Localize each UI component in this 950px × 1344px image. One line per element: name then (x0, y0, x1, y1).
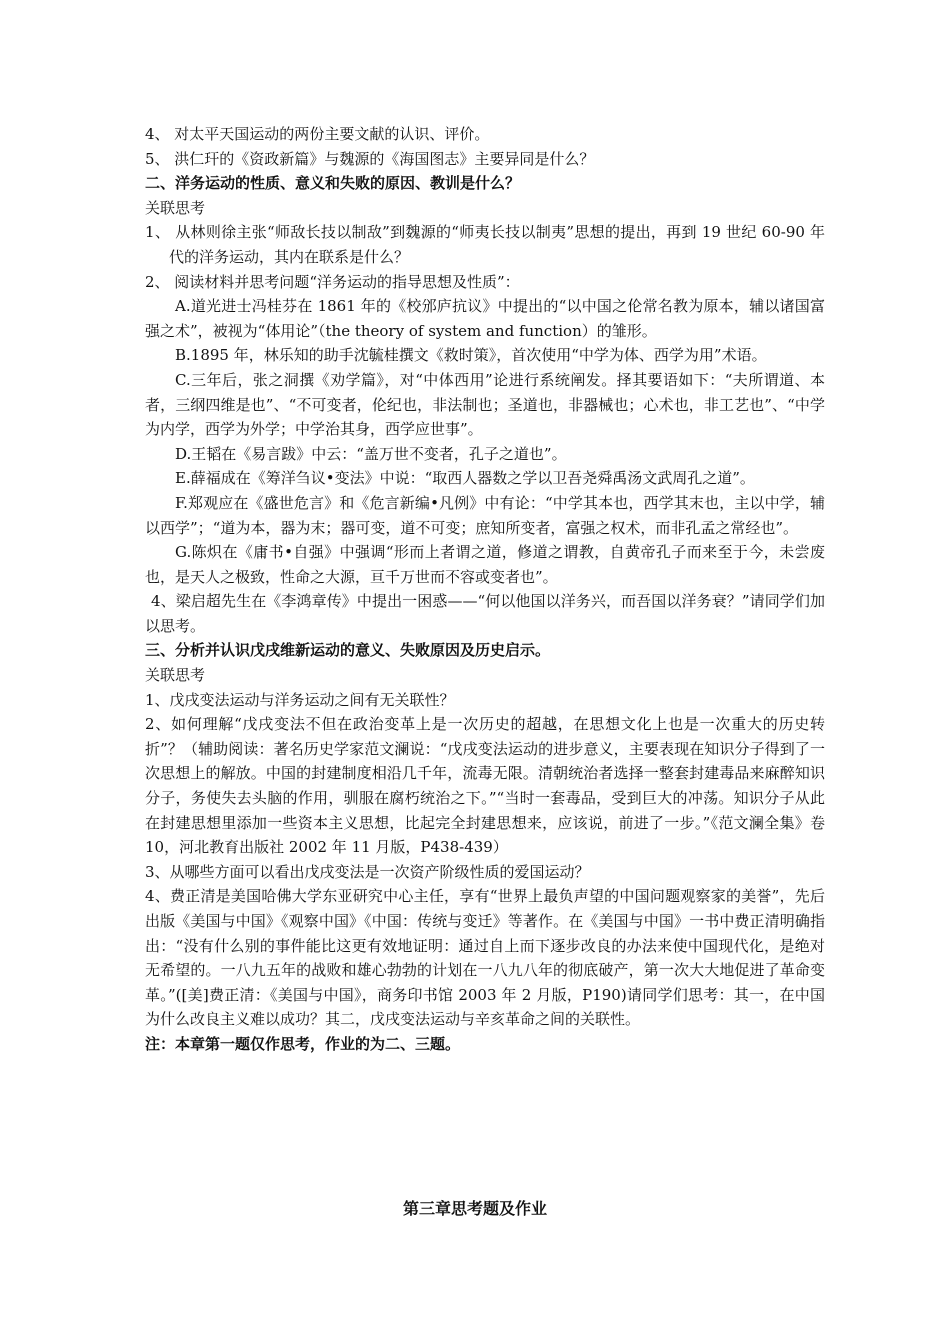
section-3-related-label: 关联思考 (145, 666, 206, 685)
section-2-heading: 二、洋务运动的性质、意义和失败的原因、教训是什么？ (145, 174, 521, 193)
section-2-related-label: 关联思考 (145, 198, 206, 217)
material-c: C.三年后，张之洞撰《劝学篇》，对“中体西用”论进行系统阐发。择其要语如下：“夫所谓道、本者，三纲四维是也”、“不可变者，伦纪也，非法制也；圣道也，非器械也；心术也，非工艺也”、“中学为内学，西学为外学；中学治其身，西学应世事”。 (145, 370, 825, 439)
section-2-question-1: 1、 从林则徐主张“师敌长技以制敌”到魏源的“师夷长技以制夷”思想的提出，再到 19 世纪 60-90 年代的洋务运动，其内在联系是什么？ (145, 223, 825, 266)
chapter-note: 注：本章第一题仅作思考，作业的为二、三题。 (145, 1034, 461, 1053)
section-3-question-3: 3、从哪些方面可以看出戊戌变法是一次资产阶级性质的爱国运动？ (145, 862, 590, 881)
section-3-heading: 三、分析并认识戊戌维新运动的意义、失败原因及历史启示。 (145, 641, 551, 660)
section-3-question-1: 1、戊戌变法运动与洋务运动之间有无关联性？ (145, 690, 455, 709)
section-3-question-4: 4、费正清是美国哈佛大学东亚研究中心主任，享有“世界上最负声望的中国问题观察家的美誉”，先后出版《美国与中国》《观察中国》《中国：传统与变迁》等著作。在《美国与中国》一书中费正清明确指出：“没有什么别的事件能比这更有效地证明：通过自上而下逐步改良的办法来使中国现代化，是绝对无希望的。一八九五年的战败和雄心勃勃的计划在一八九八年的彻底破产，第一次大大地促进了革命变革。”([美]费正清：《美国与中国》，商务印书馆 2003 年 2 月版，P190)请同学们思考：其一，在中国为什么改良主义难以成功？其二，戊戌变法运动与辛亥革命之间的关联性。 (145, 887, 825, 1029)
material-e: E.薛福成在《筹洋刍议•变法》中说：“取西人器数之学以卫吾尧舜禹汤文武周孔之道”。 (175, 469, 755, 488)
question-4: 4、 对太平天国运动的两份主要文献的认识、评价。 (145, 125, 490, 143)
material-a: A.道光进士冯桂芬在 1861 年的《校邠庐抗议》中提出的“以中国之伦常名教为原本，辅以诸国富强之术”，被视为“体用论”（the theory of system and function）的雏形。 (145, 297, 825, 340)
material-d: D.王韬在《易言跋》中云：“盖万世不变者，孔子之道也”。 (175, 444, 567, 463)
section-2-question-2: 2、 阅读材料并思考问题“洋务运动的指导思想及性质”： (145, 272, 520, 291)
chapter-title: 第三章思考题及作业 (402, 1199, 547, 1218)
material-b: B.1895 年，林乐知的助手沈毓桂撰文《救时策》，首次使用“中学为体、西学为用”术语。 (175, 346, 767, 365)
section-3-question-2: 2、如何理解“戊戌变法不但在政治变革上是一次历史的超越，在思想文化上也是一次重大的历史转折”？（辅助阅读：著名历史学家范文澜说：“戊戌变法运动的进步意义，主要表现在知识分子得到了一次思想上的解放。中国的封建制度相沿几千年，流毒无限。清朝统治者选择一整套封建毒品来麻醉知识分子，务使失去头脑的作用，驯服在腐朽统治之下。”“当时一套毒品，受到巨大的冲荡。知识分子从此在封建思想里添加一些资本主义思想，比起完全封建思想来，应该说，前进了一步。”《范文澜全集》卷 10，河北教育出版社 2002 年 11 月版，P438-439） (145, 715, 825, 857)
document-body (145, 122, 825, 1057)
material-g: G.陈炽在《庸书•自强》中强调“形而上者谓之道，修道之谓教，自黄帝孔子而来至于今，未尝废也，是天人之极致，性命之大源，亘千万世而不容或变者也”。 (145, 543, 825, 586)
section-2-question-4: 4、梁启超先生在《李鸿章传》中提出一困惑——“何以他国以洋务兴，而吾国以洋务衰？”请同学们加以思考。 (145, 592, 825, 635)
material-f: F.郑观应在《盛世危言》和《危言新编•凡例》中有论：“中学其本也，西学其末也，主以中学，辅以西学”；“道为本，器为末；器可变，道不可变；庶知所变者，富强之权术，而非孔孟之常经也”。 (145, 493, 825, 537)
question-5: 5、 洪仁玕的《资政新篇》与魏源的《海国图志》主要异同是什么？ (145, 149, 595, 168)
